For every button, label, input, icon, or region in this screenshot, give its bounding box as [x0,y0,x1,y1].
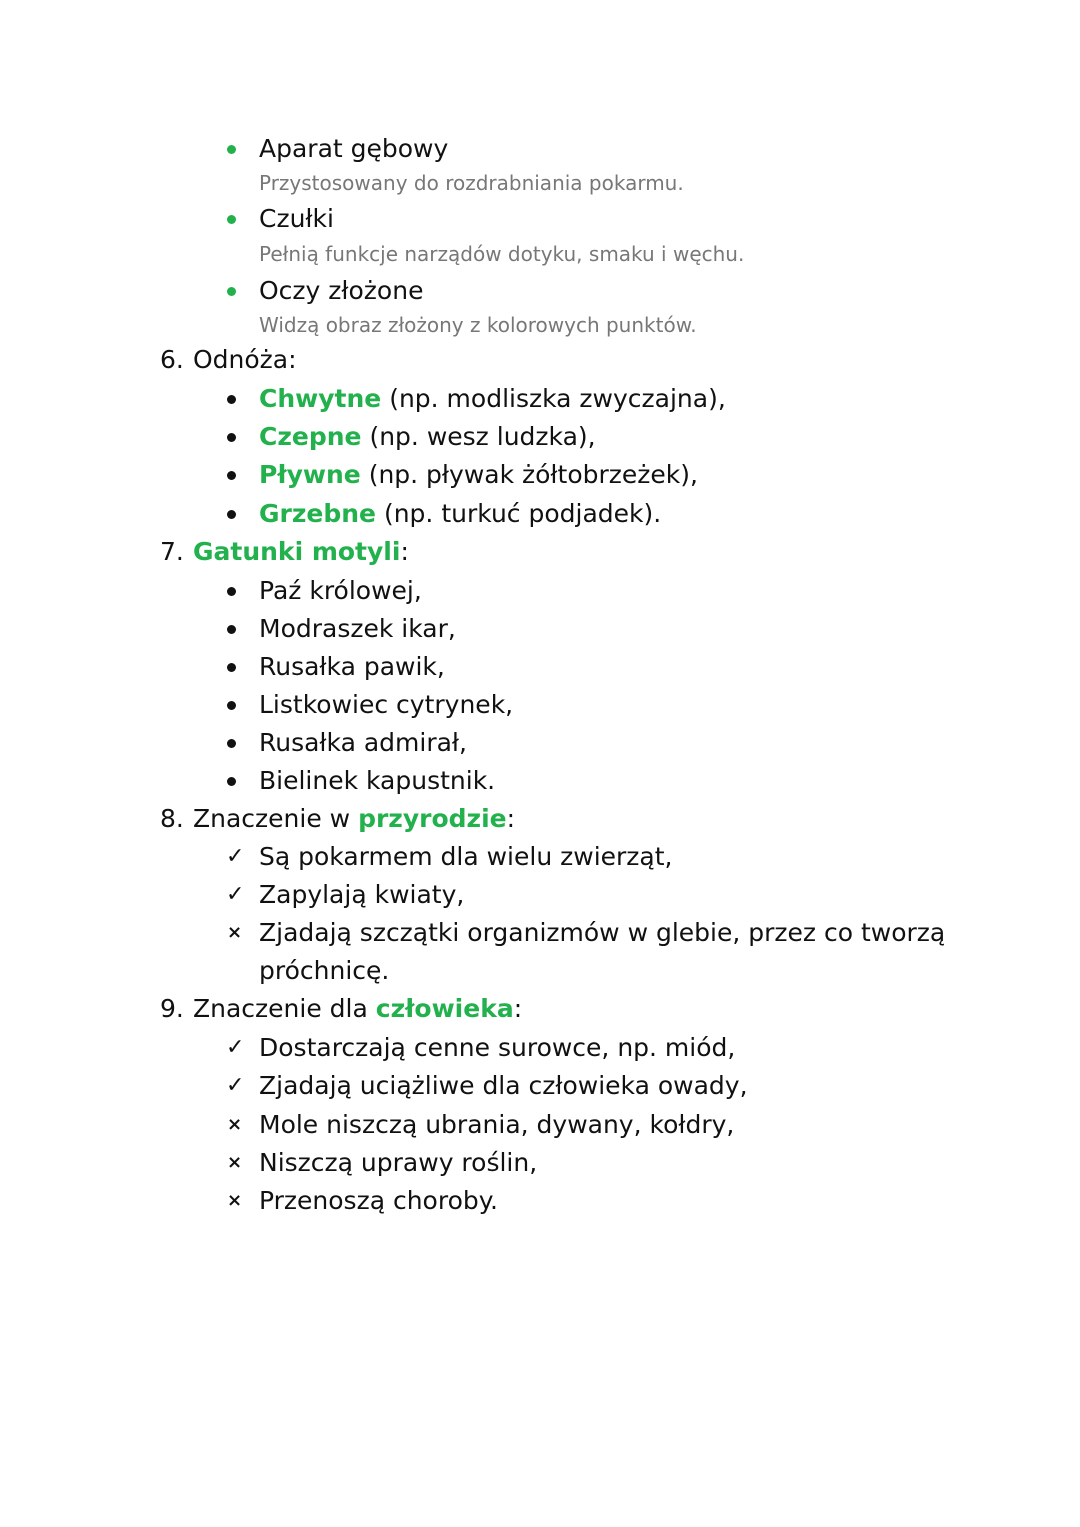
checkmark-icon: ✓ [226,844,245,869]
item-text: (np. wesz ludzka), [361,422,596,451]
bullet-icon [227,145,236,154]
list-item: Mole niszczą ubrania, dywany, kołdry, [259,1110,735,1139]
bullet-icon [227,510,236,519]
section-7-title [193,533,409,571]
feature-desc: Widzą obraz złożony z kolorowych punktów. [259,313,697,337]
list-item [259,456,698,494]
feature-title: Oczy złożone [259,276,424,305]
highlight-term: przyrodzie [358,804,507,833]
list-item [259,380,726,418]
highlight-term: Gatunki motyli [193,537,401,566]
section-7-number: 7. [160,537,184,566]
highlight-term: Grzebne [259,499,377,528]
list-item: Dostarczają cenne surowce, np. miód, [259,1033,736,1062]
bullet-icon [227,587,236,596]
section-8-number: 8. [160,804,184,833]
cross-icon: × [227,1152,243,1173]
colon: : [400,537,409,566]
bullet-icon [227,471,236,480]
highlight-term: Czepne [259,422,362,451]
list-item: Rusałka pawik, [259,652,445,681]
list-item: Rusałka admirał, [259,728,467,757]
list-item: Modraszek ikar, [259,614,456,643]
bullet-icon [227,287,236,296]
item-text: (np. turkuć podjadek). [376,499,662,528]
list-item: Zapylają kwiaty, [259,880,465,909]
title-text: Znaczenie w [193,804,359,833]
list-item: Zjadają szczątki organizmów w glebie, przez co tworzą [259,918,946,947]
highlight-term: Chwytne [259,384,382,413]
checkmark-icon: ✓ [226,1073,245,1098]
list-item: Listkowiec cytrynek, [259,690,514,719]
bullet-icon [227,625,236,634]
cross-icon: × [227,922,243,943]
feature-desc: Pełnią funkcje narządów dotyku, smaku i węchu. [259,242,745,266]
section-9-title [193,990,522,1028]
section-6-number: 6. [160,345,184,374]
feature-title: Aparat gębowy [259,134,449,163]
feature-desc: Przystosowany do rozdrabniania pokarmu. [259,171,684,195]
feature-title: Czułki [259,204,334,233]
list-item: Paź królowej, [259,576,422,605]
colon: : [513,994,523,1023]
list-item: Niszczą uprawy roślin, [259,1148,538,1177]
colon: : [506,804,516,833]
section-8-title [193,800,515,838]
list-item: Bielinek kapustnik. [259,766,496,795]
bullet-icon [227,777,236,786]
list-item: Zjadają uciążliwe dla człowieka owady, [259,1071,748,1100]
list-item [259,495,661,533]
item-text: (np. modliszka zwyczajna), [381,384,726,413]
section-6-title: Odnóża: [193,345,297,374]
bullet-icon [227,701,236,710]
item-text: (np. pływak żółtobrzeżek), [360,460,698,489]
checkmark-icon: ✓ [226,1035,245,1060]
section-9-number: 9. [160,994,184,1023]
bullet-icon [227,739,236,748]
title-text: Znaczenie dla [193,994,376,1023]
bullet-icon [227,215,236,224]
list-item: Przenoszą choroby. [259,1186,498,1215]
list-item: Są pokarmem dla wielu zwierząt, [259,842,673,871]
bullet-icon [227,433,236,442]
cross-icon: × [227,1190,243,1211]
highlight-term: człowieka [375,994,514,1023]
checkmark-icon: ✓ [226,882,245,907]
cross-icon: × [227,1114,243,1135]
list-item-continuation: próchnicę. [259,956,390,985]
list-item [259,418,596,456]
highlight-term: Pływne [259,460,361,489]
bullet-icon [227,395,236,404]
bullet-icon [227,663,236,672]
